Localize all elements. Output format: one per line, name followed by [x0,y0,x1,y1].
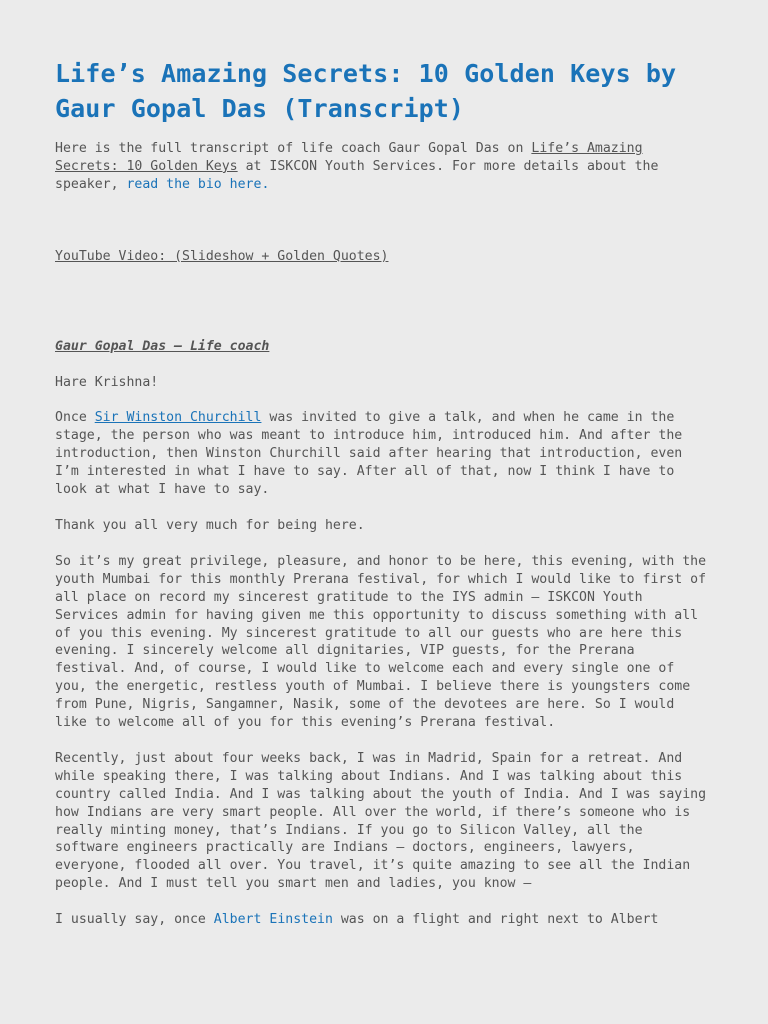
talk-link[interactable]: Life’s Amazing Secrets: 10 Golden Keys [55,141,643,174]
thanks-paragraph: Thank you all very much for being here. [55,517,365,533]
intro-text-middle: at ISKCON Youth Services. For more details about the speaker, [55,158,659,192]
youtube-video-link[interactable]: YouTube Video: (Slideshow + Golden Quotes) [55,248,389,264]
madrid-paragraph: Recently, just about four weeks back, I was in Madrid, Spain for a retreat. And while speaking there, I was talking about Indians. And I was talking about this country called India. And I was talking about the youth of India. And I was saying how Indians are very smart people. All over the world, if there’s someone who is really minting money, that’s Indians. If you go to Silicon Valley, all the software engineers practically are Indians – doctors, engineers, lawyers, everyone, flooded all over. You travel, it’s quite amazing to see all the Indian people. And I must tell you smart men and ladies, you know – [55,750,707,892]
youtube-paragraph [55,248,713,266]
article-title: Life’s Amazing Secrets: 10 Golden Keys by Gaur Gopal Das (Transcript) [55,59,677,123]
privilege-paragraph: So it’s my great privilege, pleasure, and honor to be here, this evening, with the youth Mumbai for this monthly Prerana festival, for which I would like to first of all place on record my sincerest gratitude to the IYS admin – ISKCON Youth Services admin for having given me this opportunity to discuss something with all of you this evening. My sincerest gratitude to all our guests who are here this evening. I sincerely welcome all dignitaries, VIP guests, for the Prerana festival. And, of course, I would like to welcome each and every single one of you, the energetic, restless youth of Mumbai. I believe there is youngsters come from Pune, Nigris, Sangamner, Nasik, some of the devotees are here. So I would like to welcome all of you for this evening’s Prerana festival. [55,553,707,731]
bio-link[interactable]: read the bio here. [126,176,270,192]
intro-text-start: Here is the full transcript of life coach Gaur Gopal Das on [55,141,532,156]
speaker-name: Gaur Gopal Das – Life coach [55,338,270,354]
churchill-text-rest: was invited to give a talk, and when he came in the stage, the person who was meant to introduce him, introduced him. And after the introduction, then Winston Churchill said after hearing that introduction, even I’m interested in what I have to say. After all of that, now I think I have to look at what I have to say. [55,410,683,498]
einstein-paragraph [55,911,713,929]
einstein-text-rest: was on a flight and right next to Albert [332,912,659,928]
greeting-paragraph: Hare Krishna! [55,374,159,390]
churchill-paragraph [55,409,713,499]
intro-paragraph [55,140,713,194]
speaker-label [55,338,713,356]
einstein-text-start: I usually say, once [55,912,214,928]
einstein-link[interactable]: Albert Einstein [213,912,333,928]
churchill-link[interactable]: Sir Winston Churchill [94,410,262,426]
churchill-text-start: Once [55,410,95,426]
